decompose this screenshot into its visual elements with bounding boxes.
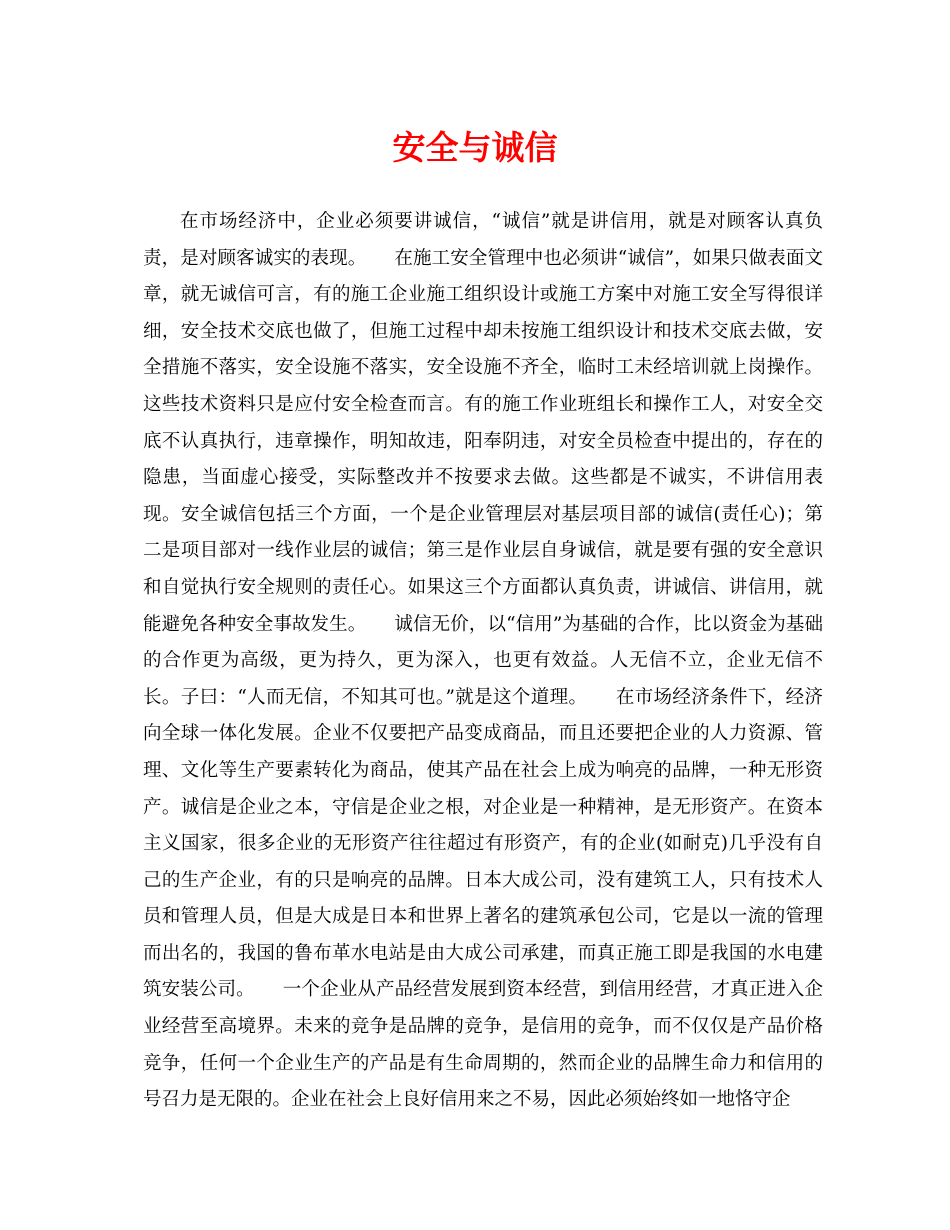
document-body-paragraph: 在市场经济中，企业必须要讲诚信，“诚信”就是讲信用，就是对顾客认真负责，是对顾客诚实的表现。 在施工安全管理中也必须讲“诚信”，如果只做表面文章，就无诚信可言，有的施工企业施工组织设计或施工方案中对施工安全写得很详细，安全技术交底也做了，但施工过程中却未按施工组织设计和技术交底去做，安全措施不落实，安全设施不落实，安全设施不齐全，临时工未经培训就上岗操作。这些技术资料只是应付安全检查而言。有的施工作业班组长和操作工人，对安全交底不认真执行，违章操作，明知故违，阳奉阴违，对安全员检查中提出的，存在的隐患，当面虚心接受，实际整改并不按要求去做。这些都是不诚实，不讲信用表现。安全诚信包括三个方面，一个是企业管理层对基层项目部的诚信(责任心)；第二是项目部对一线作业层的诚信；第三是作业层自身诚信，就是要有强的安全意识和自觉执行安全规则的责任心。如果这三个方面都认真负责，讲诚信、讲信用，就能避免各种安全事故发生。 诚信无价，以“信用”为基础的合作，比以资金为基础的合作更为高级，更为持久，更为深入，也更有效益。人无信不立，企业无信不长。子曰：“人而无信，不知其可也。”就是这个道理。 在市场经济条件下，经济向全球一体化发展。企业不仅要把产品变成商品，而且还要把企业的人力资源、管理、文化等生产要素转化为商品，使其产品在社会上成为响亮的品牌，一种无形资产。诚信是企业之本，守信是企业之根，对企业是一种精神，是无形资产。在资本主义国家，很多企业的无形资产往往超过有形资产，有的企业(如耐克)几乎没有自己的生产企业，有的只是响亮的品牌。日本大成公司，没有建筑工人，只有技术人员和管理人员，但是大成是日本和世界上著名的建筑承包公司，它是以一流的管理而出名的，我国的鲁布革水电站是由大成公司承建，而真正施工即是我国的水电建筑安装公司。 一个企业从产品经营发展到资本经营，到信用经营，才真正进入企业经营至高境界。未来的竞争是品牌的竞争，是信用的竞争，而不仅仅是产品价格竞争，任何一个企业生产的产品是有生命周期的，然而企业的品牌生命力和信用的号召力是无限的。企业在社会上良好信用来之不易，因此必须始终如一地恪守企 bbox=[143, 211, 823, 1111]
document-title: 安全与诚信 bbox=[392, 128, 558, 167]
